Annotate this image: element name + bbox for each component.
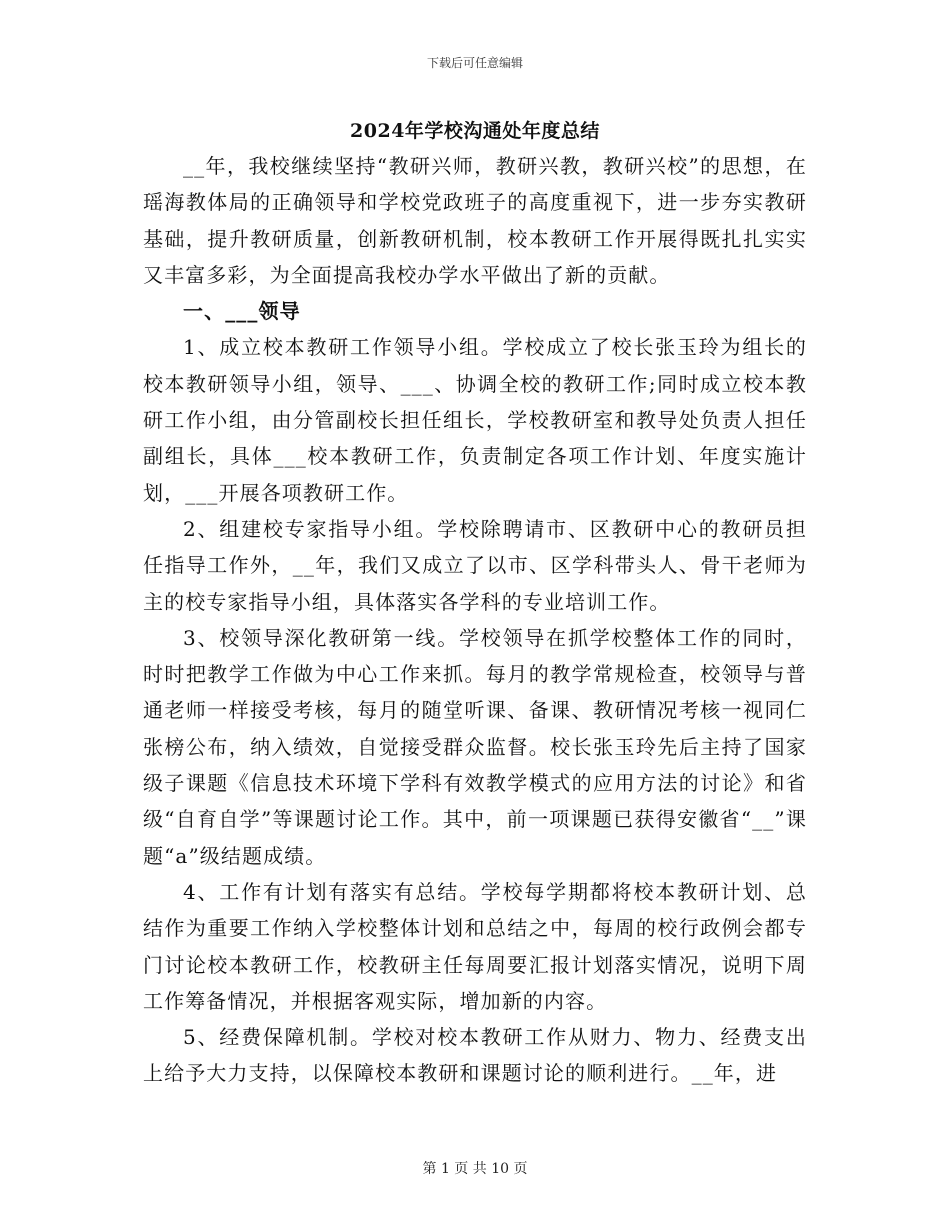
paragraph-item-2: 2、组建校专家指导小组。学校除聘请市、区教研中心的教研员担任指导工作外，__年，我们又成立了以市、区学科带头人、骨干老师为主的校专家指导小组，具体落实各学科的专业培训工作。 [143,516,807,614]
document-body [143,148,807,1092]
paragraph-item-4: 4、工作有计划有落实有总结。学校每学期都将校本教研计划、总结作为重要工作纳入学校整体计划和总结之中，每周的校行政例会都专门讨论校本教研工作，校教研主任每周要汇报计划落实情况，说明下周工作筹备情况，并根据客观实际，增加新的内容。 [143,879,807,1013]
intro-paragraph: __年，我校继续坚持“教研兴师，教研兴教，教研兴校”的思想，在瑶海教体局的正确领导和学校党政班子的高度重视下，进一步夯实教研基础，提升教研质量，创新教研机制，校本教研工作开展得既扎扎实实又丰富多彩，为全面提高我校办学水平做出了新的贡献。 [143,154,807,287]
download-edit-note: 下载后可任意编辑 [426,56,523,70]
paragraph-item-1: 1、成立校本教研工作领导小组。学校成立了校长张玉玲为组长的校本教研领导小组，领导、___、协调全校的教研工作;同时成立校本教研工作小组，由分管副校长担任组长，学校教研室和教导处负责人担任副组长，具体___校本教研工作，负责制定各项工作计划、年度实施计划，___开展各项教研工作。 [143,335,807,505]
section-heading-leadership: 一、___领导 [183,299,301,324]
document-title: 2024年学校沟通处年度总结 [350,120,600,142]
page-number-footer: 第 1 页 共 10 页 [422,1161,528,1177]
paragraph-item-5: 5、经费保障机制。学校对校本教研工作从财力、物力、经费支出上给予大力支持，以保障校本教研和课题讨论的顺利进行。__年，进 [143,1025,807,1086]
paragraph-item-3: 3、校领导深化教研第一线。学校领导在抓学校整体工作的同时，时时把教学工作做为中心工作来抓。每月的教学常规检查，校领导与普通老师一样接受考核，每月的随堂听课、备课、教研情况考核一视同仁张榜公布，纳入绩效，自觉接受群众监督。校长张玉玲先后主持了国家级子课题《信息技术环境下学科有效教学模式的应用方法的讨论》和省级“自育自学”等课题讨论工作。其中，前一项课题已获得安徽省“__”课题“a”级结题成绩。 [143,625,807,868]
